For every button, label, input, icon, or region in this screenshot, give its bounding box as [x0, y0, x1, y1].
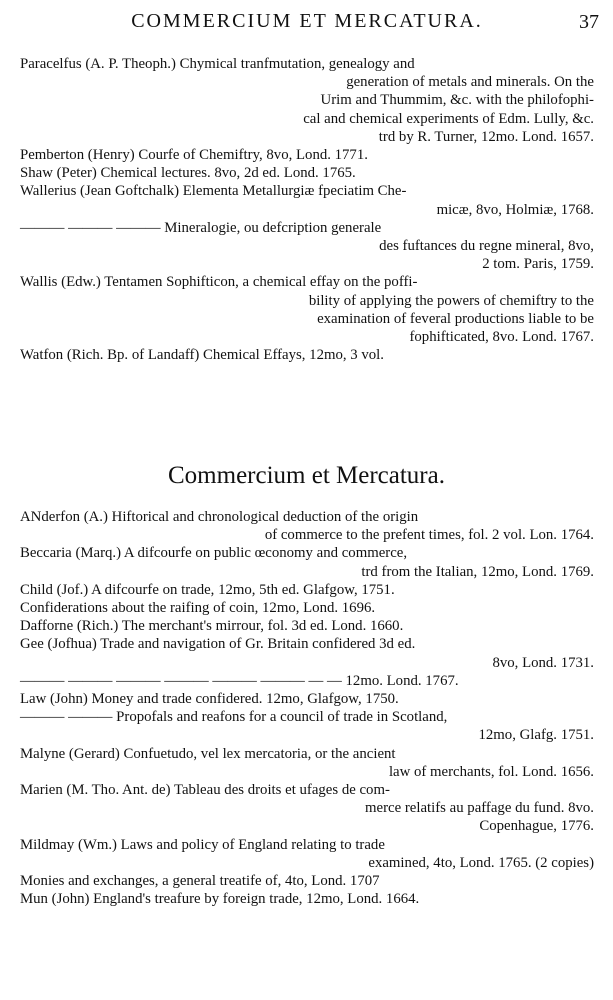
entry-first-line: Child (Jof.) A difcourfe on trade, 12mo, 5th ed. Glafgow, 1751. [20, 581, 395, 598]
bibliography-section-chemistry [20, 55, 600, 364]
entry-first-line: Dafforne (Rich.) The merchant's mirrour, fol. 3d ed. Lond. 1660. [20, 618, 404, 635]
entry-continuation-line: des fuftances du regne mineral, 8vo, [379, 238, 594, 255]
entry-first-line: Shaw (Peter) Chemical lectures. 8vo, 2d ed. Lond. 1765. [20, 165, 356, 182]
entry-first-line: Paracelfus (A. P. Theoph.) Chymical tranfmutation, genealogy and [20, 56, 415, 72]
entry-continuation-line: generation of metals and minerals. On the [346, 74, 594, 91]
entry-first-line: Law (John) Money and trade confidered. 12mo, Glafgow, 1750. [20, 691, 399, 708]
page-number: 37 [579, 11, 599, 33]
entry-continuation-line: law of merchants, fol. Lond. 1656. [388, 763, 594, 780]
entry-continuation-line: micæ, 8vo, Holmiæ, 1768. [436, 201, 594, 218]
entry-continuation-line: Copenhague, 1776. [479, 818, 594, 835]
entry-first-line: Pemberton (Henry) Courfe of Chemiftry, 8vo, Lond. 1771. [20, 147, 368, 164]
entry-first-line: Gee (Jofhua) Trade and navigation of Gr. Britain confidered 3d ed. [20, 636, 416, 653]
bibliography-entry [20, 872, 600, 890]
bibliography-entry [20, 146, 600, 164]
entry-first-line: ——— ——— ——— ——— ——— ——— — — 12mo. Lond. 1767. [20, 672, 459, 689]
bibliography-entry [20, 55, 600, 146]
bibliography-entry [20, 635, 600, 671]
entry-continuation-line: bility of applying the powers of chemiftry to the [308, 292, 594, 309]
bibliography-entry [20, 745, 600, 781]
entry-continuation-line: trd from the Italian, 12mo, Lond. 1769. [361, 563, 594, 580]
entry-continuation-line: 12mo, Glafg. 1751. [478, 727, 594, 744]
entry-first-line: Watfon (Rich. Bp. of Landaff) Chemical Effays, 12mo, 3 vol. [20, 347, 384, 364]
page-header [22, 6, 603, 36]
entry-first-line: Mun (John) England's treafure by foreign trade, 12mo, Lond. 1664. [20, 891, 420, 908]
entry-first-line: Malyne (Gerard) Confuetudo, vel lex mercatoria, or the ancient [20, 745, 396, 762]
entry-first-line: ——— ——— ——— Mineralogie, ou defcription generale [20, 219, 382, 236]
entry-continuation-line: 2 tom. Paris, 1759. [482, 256, 594, 273]
entry-continuation-line: of commerce to the prefent times, fol. 2 vol. Lon. 1764. [264, 527, 594, 544]
bibliography-entry [20, 508, 600, 544]
bibliography-entry [20, 672, 600, 690]
entry-continuation-line: merce relatifs au paffage du fund. 8vo. [365, 800, 594, 817]
bibliography-entry [20, 581, 600, 599]
bibliography-entry [20, 708, 600, 744]
entry-continuation-line: 8vo, Lond. 1731. [492, 654, 594, 671]
entry-first-line: ——— ——— Propofals and reafons for a council of trade in Scotland, [20, 709, 448, 726]
entry-first-line: Beccaria (Marq.) A difcourfe on public œconomy and commerce, [20, 545, 408, 562]
bibliography-entry [20, 182, 600, 218]
bibliography-entry [20, 346, 600, 364]
bibliography-entry [20, 273, 600, 346]
entry-first-line: Confiderations about the raifing of coin, 12mo, Lond. 1696. [20, 600, 376, 617]
running-head: COMMERCIUM ET MERCATURA. [131, 10, 483, 32]
bibliography-entry [20, 690, 600, 708]
entry-first-line: ANderfon (A.) Hiftorical and chronological deduction of the origin [20, 509, 419, 525]
bibliography-entry [20, 781, 600, 836]
entry-first-line: Mildmay (Wm.) Laws and policy of England relating to trade [20, 836, 385, 853]
entry-first-line: Wallis (Edw.) Tentamen Sophifticon, a chemical effay on the poffi- [20, 274, 418, 291]
entry-continuation-line: examined, 4to, Lond. 1765. (2 copies) [368, 854, 594, 871]
entry-continuation-line: cal and chemical experiments of Edm. Lully, &c. [303, 110, 594, 127]
bibliography-entry [20, 890, 600, 908]
entry-first-line: Wallerius (Jean Goftchalk) Elementa Metallurgiæ fpeciatim Che- [20, 183, 407, 200]
bibliography-entry [20, 544, 600, 580]
bibliography-entry [20, 164, 600, 182]
bibliography-entry [20, 599, 600, 617]
entry-continuation-line: trd by R. Turner, 12mo. Lond. 1657. [378, 128, 594, 145]
bibliography-entry [20, 836, 600, 872]
entry-continuation-line: examination of feveral productions liable to be [317, 310, 594, 327]
entry-continuation-line: Urim and Thummim, &c. with the philofophi- [320, 92, 594, 109]
entry-first-line: Marien (M. Tho. Ant. de) Tableau des droits et ufages de com- [20, 782, 390, 799]
bibliography-entry [20, 617, 600, 635]
entry-continuation-line: fophifticated, 8vo. Lond. 1767. [409, 329, 594, 346]
bibliography-entry [20, 219, 600, 274]
entry-first-line: Monies and exchanges, a general treatife of, 4to, Lond. 1707 [20, 873, 380, 890]
bibliography-section-commerce [20, 508, 600, 908]
section-title: Commercium et Mercatura. [168, 462, 445, 489]
